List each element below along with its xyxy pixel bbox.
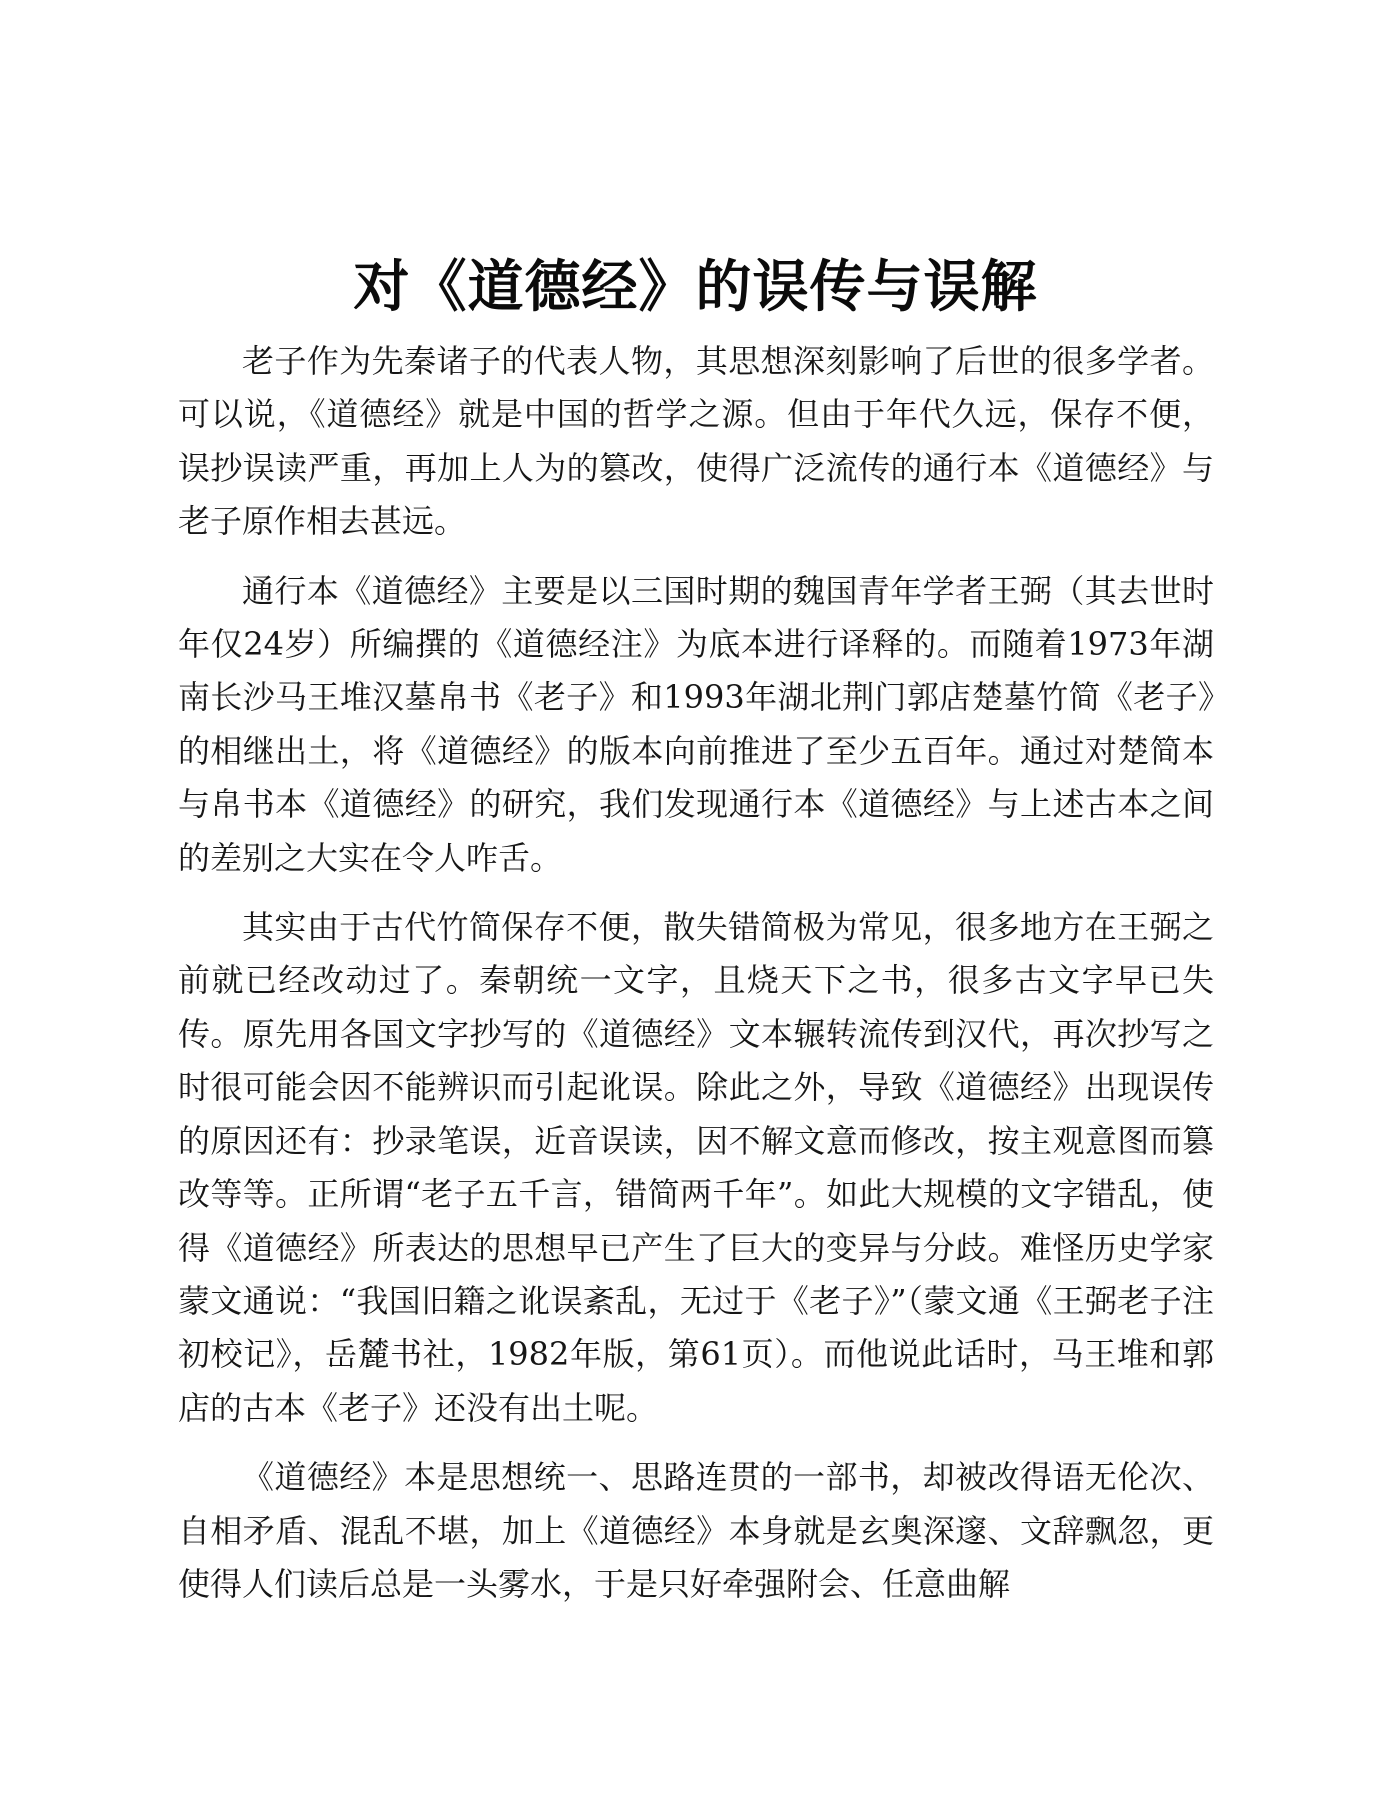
paragraph-1: 老子作为先秦诸子的代表人物，其思想深刻影响了后世的很多学者。可以说，《道德经》就是中国的哲学之源。但由于年代久远，保存不便，误抄误读严重，再加上人为的篡改，使得广泛流传的通行本《道德经》与老子原作相去甚远。 [178, 342, 1214, 541]
paragraph-3: 其实由于古代竹简保存不便，散失错简极为常见，很多地方在王弼之前就已经改动过了。秦朝统一文字，且烧天下之书，很多古文字早已失传。原先用各国文字抄写的《道德经》文本辗转流传到汉代，再次抄写之时很可能会因不能辨识而引起讹误。除此之外，导致《道德经》出现误传的原因还有：抄录笔误，近音误读，因不解文意而修改，按主观意图而篡改等等。正所谓“老子五千言，错简两千年”。如此大规模的文字错乱，使得《道德经》所表达的思想早已产生了巨大的变异与分歧。难怪历史学家蒙文通说：“我国旧籍之讹误紊乱，无过于《老子》”（蒙文通《王弼老子注初校记》，岳麓书社，1982年版，第61页）。而他说此话时，马王堆和郭店的古本《老子》还没有出土呢。 [178, 908, 1214, 1427]
paragraph-2: 通行本《道德经》主要是以三国时期的魏国青年学者王弼（其去世时年仅24岁）所编撰的《道德经注》为底本进行译释的。而随着1973年湖南长沙马王堆汉墓帛书《老子》和1993年湖北荆门郭店楚墓竹简《老子》的相继出土，将《道德经》的版本向前推进了至少五百年。通过对楚简本与帛书本《道德经》的研究，我们发现通行本《道德经》与上述古本之间的差别之大实在令人咋舌。 [178, 571, 1214, 877]
paragraph-4: 《道德经》本是思想统一、思路连贯的一部书，却被改得语无伦次、自相矛盾、混乱不堪，加上《道德经》本身就是玄奥深邃、文辞飘忽，更使得人们读后总是一头雾水，于是只好牵强附会、任意曲解 [178, 1458, 1214, 1603]
page-title: 对《道德经》的误传与误解 [353, 255, 1038, 320]
article-body [178, 335, 1214, 1627]
